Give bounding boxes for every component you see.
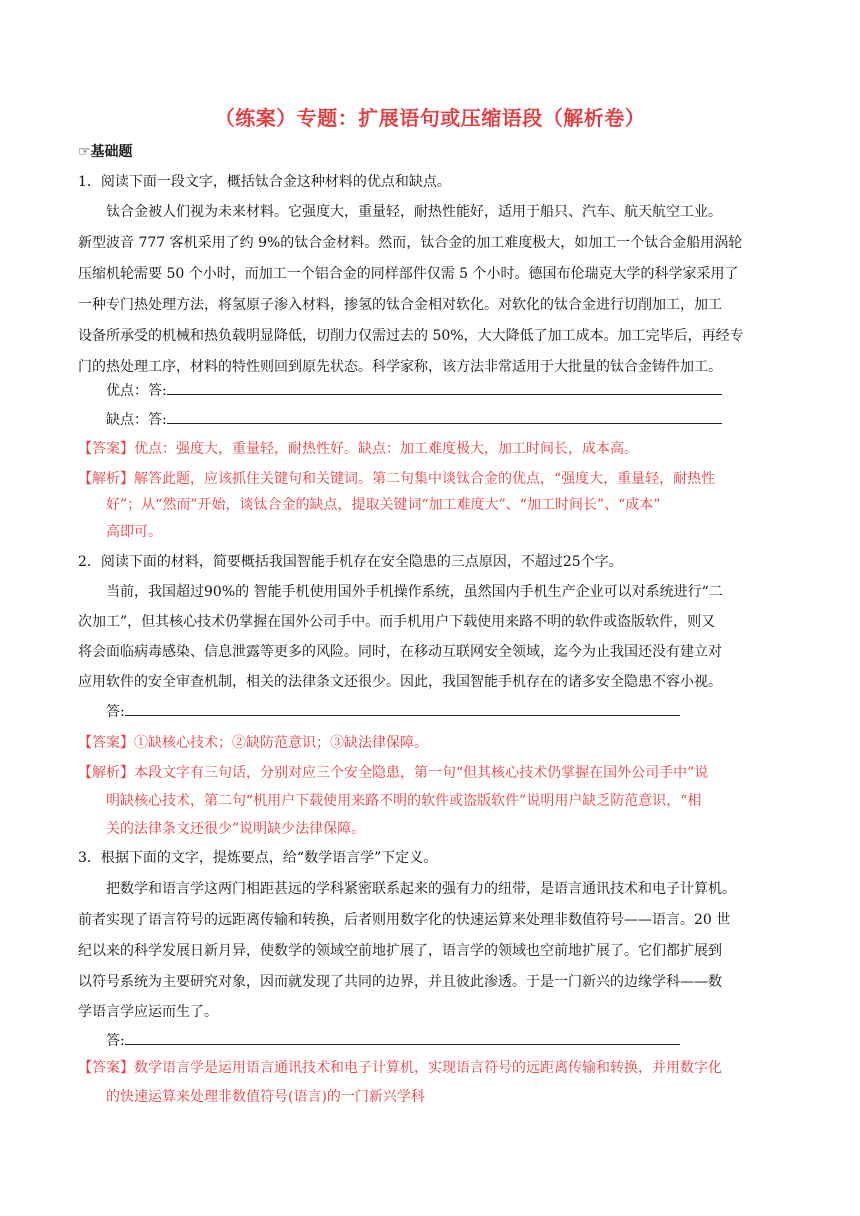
q2-analysis-line-3: 关的法律条文还很少”说明缺少法律保障。 [106, 821, 366, 837]
answer-tag: 【答案】 [78, 441, 134, 457]
q1-passage-line-1: 钛合金被人们视为未来材料。它强度大，重量轻，耐热性能好，适用于船只、汽车、航天航空工业。 [106, 204, 722, 220]
q2-analysis-text-1: 本段文字有三句话，分别对应三个安全隐患，第一句“但其核心技术仍掌握在国外公司手中”说 [134, 765, 709, 781]
q2-answer [78, 733, 428, 753]
q2-passage-line-1: 当前，我国超过90%的 智能手机使用国外手机操作系统，虽然国内手机生产企业可以对系统进行“二 [106, 584, 723, 600]
question-1-stem: 1．阅读下面一段文字，概括钛合金这种材料的优点和缺点。 [78, 174, 451, 190]
q3-answer-line-2: 的快速运算来处理非数值符号(语言)的一门新兴学科 [106, 1089, 425, 1105]
page-title: （练案）专题：扩展语句或压缩语段（解析卷） [214, 106, 646, 130]
q3-answer-line-1 [78, 1058, 722, 1078]
q2-passage-line-4: 应用软件的安全审查机制，相关的法律条文还很少。因此，我国智能手机存在的诸多安全隐患不容小视。 [78, 674, 722, 690]
q1-analysis-line-3: 高即可。 [106, 524, 162, 540]
analysis-tag: 【解析】 [78, 471, 134, 487]
q2-passage-line-2: 次加工”，但其核心技术仍掌握在国外公司手中。而手机用户下载使用来路不明的软件或盗版软件，则又 [78, 614, 716, 630]
q3-answer-row [106, 1030, 680, 1051]
q1-answer [78, 439, 638, 459]
section-heading: ☞基础题 [78, 144, 133, 160]
q3-passage-line-4: 以符号系统为主要研究对象，因而就发现了共同的边界，并且彼此渗透。于是一门新兴的边缘学科——数 [78, 974, 722, 990]
q3-answer-blank[interactable] [125, 1030, 680, 1045]
q1-disadvantage-blank[interactable] [167, 409, 722, 424]
q3-answer-label: 答: [106, 1033, 125, 1049]
q1-answer-text: 优点：强度大，重量轻，耐热性好。缺点：加工难度极大，加工时间长，成本高。 [134, 441, 638, 457]
q3-passage-line-2: 前者实现了语言符号的远距离传输和转换，后者则用数字化的快速运算来处理非数值符号——语言。20 世 [78, 912, 731, 928]
q2-answer-label: 答: [106, 704, 125, 720]
q1-advantage-row [106, 380, 722, 401]
question-3-stem: 3．根据下面的文字，提炼要点，给“数学语言学”下定义。 [78, 850, 438, 866]
q1-advantage-label: 优点：答: [106, 383, 167, 399]
q1-passage-line-4: 一种专门热处理方法，将氢原子渗入材料，掺氢的钛合金相对软化。对软化的钛合金进行切削加工，加工 [78, 297, 722, 313]
q1-analysis-text-1: 解答此题，应该抓住关键句和关键词。第二句集中谈钛合金的优点，“强度大，重量轻，耐热性 [134, 471, 716, 487]
question-2-stem: 2．阅读下面的材料，简要概括我国智能手机存在安全隐患的三点原因，不超过25个字。 [78, 554, 623, 570]
answer-tag: 【答案】 [78, 1060, 134, 1076]
q2-answer-text: ①缺核心技术；②缺防范意识；③缺法律保障。 [134, 735, 428, 751]
q1-passage-line-6: 门的热处理工序，材料的特性则回到原先状态。科学家称，该方法非常适用于大批量的钛合金铸件加工。 [78, 359, 722, 375]
q2-answer-row [106, 701, 680, 722]
q1-passage-line-2: 新型波音 777 客机采用了约 9%的钛合金材料。然而，钛合金的加工难度极大，如加工一个钛合金船用涡轮 [78, 235, 743, 251]
q1-analysis-line-2: 好”；从“然而”开始，谈钛合金的缺点，提取关键词“加工难度大”、“加工时间长”、“成本” [106, 497, 661, 513]
q2-answer-blank[interactable] [125, 701, 680, 716]
analysis-tag: 【解析】 [78, 765, 134, 781]
q1-passage-line-3: 压缩机轮需要 50 个小时，而加工一个铝合金的同样部件仅需 5 个小时。德国布伦瑞克大学的科学家采用了 [78, 266, 739, 282]
q1-disadvantage-row [106, 409, 722, 430]
q3-passage-line-1: 把数学和语言学这两门相距甚远的学科紧密联系起来的强有力的纽带，是语言通讯技术和电子计算机。 [106, 881, 736, 897]
answer-tag: 【答案】 [78, 735, 134, 751]
q3-passage-line-5: 学语言学应运而生了。 [78, 1004, 218, 1020]
q2-analysis-line-2: 明缺核心技术，第二句“机用户下载使用来路不明的软件或盗版软件”说明用户缺乏防范意识，“相 [106, 793, 702, 809]
q3-passage-line-3: 纪以来的科学发展日新月异，使数学的领域空前地扩展了，语言学的领域也空前地扩展了。它们都扩展到 [78, 943, 722, 959]
q1-disadvantage-label: 缺点：答: [106, 412, 167, 428]
q3-answer-text-1: 数学语言学是运用语言通讯技术和电子计算机，实现语言符号的远距离传输和转换，并用数字化 [134, 1060, 722, 1076]
q2-passage-line-3: 将会面临病毒感染、信息泄露等更多的风险。同时，在移动互联网安全领域，迄今为止我国还没有建立对 [78, 644, 722, 660]
q1-analysis-line-1 [78, 469, 715, 489]
q1-advantage-blank[interactable] [167, 380, 722, 395]
q2-analysis-line-1 [78, 763, 708, 783]
q1-passage-line-5: 设备所承受的机械和热负载明显降低，切削力仅需过去的 50%，大大降低了加工成本。加工完毕后，再经专 [78, 328, 744, 344]
